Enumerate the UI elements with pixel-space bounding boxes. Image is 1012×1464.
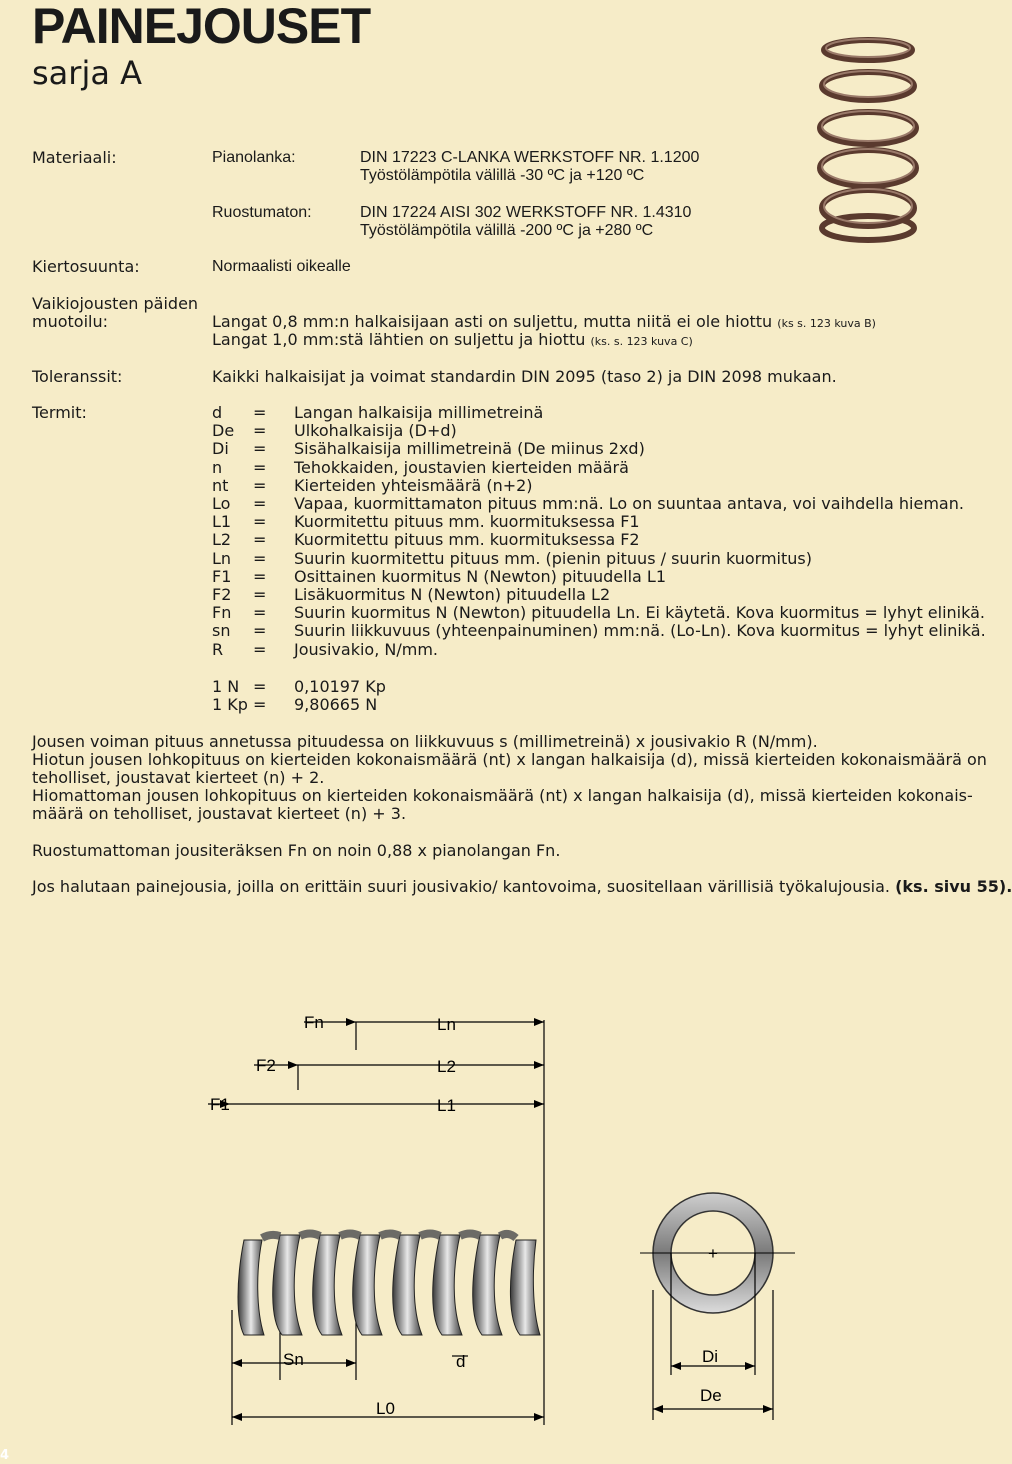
term-sym: F2 [212, 585, 232, 604]
paragraph-tool-springs-ref: (ks. sivu 55). [895, 877, 1012, 896]
term-eq: = [253, 621, 267, 641]
dimension-lines [208, 1020, 544, 1425]
term-eq: = [253, 677, 267, 696]
term-sym: De [212, 421, 235, 441]
term-sym: d [212, 403, 223, 422]
term-def: Lisäkuormitus N (Newton) pituudella L2 [294, 585, 611, 604]
paragraph-ground-line2: teholliset, joustavat kierteet (n) + 2. [32, 768, 325, 787]
label-De: De [700, 1386, 722, 1405]
term-sym: Ln [212, 548, 232, 568]
paragraph-force: Jousen voiman pituus annetussa pituudessa on liikkuvuus s (millimetreinä) x jousivakio R (N/mm). [32, 732, 818, 751]
term-def: Osittainen kuormitus N (Newton) pituudella L1 [294, 566, 667, 586]
term-eq: = [253, 639, 267, 659]
label-Fn: Fn [304, 1013, 324, 1032]
term-def: Tehokkaiden, joustavien kierteiden määrä [294, 457, 629, 477]
ends-label-line2: muotoilu: [32, 312, 108, 331]
term-def: Kuormitettu pituus mm. kuormituksessa F1 [294, 512, 640, 532]
label-Ln: Ln [437, 1015, 456, 1034]
term-def: Sisähalkaisija millimetreinä (De miinus 2xd) [294, 439, 645, 459]
piano-wire-temp: Työstölämpötila välillä -30 ºC ja +120 ºC [360, 167, 645, 184]
winding-value: Normaalisti oikealle [212, 258, 351, 275]
term-eq: = [253, 403, 267, 422]
label-Di: Di [702, 1347, 719, 1366]
term-def: Ulkohalkaisija (D+d) [294, 421, 457, 441]
ends-line2 [212, 331, 693, 351]
label-L1: L1 [437, 1096, 456, 1115]
spring-photo [812, 28, 924, 248]
terms-label: Termit: [32, 403, 87, 422]
term-sym: L2 [212, 530, 232, 550]
term-def: 9,80665 N [294, 695, 378, 714]
paragraph-ground-line1: Hiotun jousen lohkopituus on kierteiden kokonaismäärä (nt) x langan halkaisija (d), missä kierteiden kokonaismäärä on [32, 750, 987, 769]
term-sym: F1 [212, 566, 232, 586]
label-F1: F1 [210, 1095, 230, 1114]
materials-label: Materiaali: [32, 148, 117, 167]
paragraph-tool-springs-text: Jos halutaan painejousia, joilla on erittäin suuri jousivakio/ kantovoima, suositellaan värillisiä työkalujousia. [32, 877, 890, 896]
term-def: Suurin kuormitettu pituus mm. (pienin pituus / suurin kuormitus) [294, 548, 812, 568]
term-def: Jousivakio, N/mm. [294, 639, 438, 659]
term-def: Vapaa, kuormittamaton pituus mm:nä. Lo on suuntaa antava, voi vaihdella hieman. [294, 494, 964, 513]
term-sym: nt [212, 475, 229, 495]
paragraph-tool-springs [32, 877, 1012, 896]
term-eq: = [253, 566, 267, 586]
term-sym: Fn [212, 603, 232, 623]
ends-line2-ref: (ks. s. 123 kuva C) [590, 335, 693, 348]
term-sym: 1 N [212, 677, 240, 696]
term-eq: = [253, 475, 267, 495]
term-eq: = [253, 695, 267, 714]
term-sym: n [212, 457, 223, 477]
label-F2: F2 [256, 1056, 276, 1075]
term-eq: = [253, 421, 267, 441]
label-Sn: Sn [283, 1350, 304, 1369]
ends-line2-text: Langat 1,0 mm:stä lähtien on suljettu ja hiottu [212, 330, 586, 349]
label-d: d [456, 1352, 466, 1371]
label-center: + [708, 1244, 718, 1263]
term-eq: = [253, 457, 267, 477]
ends-label-line1: Vaikiojousten päiden [32, 294, 199, 313]
spring-coils [238, 1234, 540, 1336]
piano-wire-label: Pianolanka: [212, 149, 296, 166]
term-def: Langan halkaisija millimetreinä [294, 403, 544, 422]
page-title: PAINEJOUSET [32, 0, 371, 54]
term-def: Kierteiden yhteismäärä (n+2) [294, 475, 533, 495]
spring-diagram [0, 990, 960, 1440]
term-eq: = [253, 494, 267, 513]
term-def: Suurin liikkuvuus (yhteenpainuminen) mm:nä. (Lo-Ln). Kova kuormitus = lyhyt elinikä. [294, 621, 986, 641]
ends-line1-ref: (ks s. 123 kuva B) [777, 317, 876, 330]
term-eq: = [253, 585, 267, 604]
term-def: 0,10197 Kp [294, 677, 386, 696]
term-eq: = [253, 530, 267, 550]
term-sym: L1 [212, 512, 232, 532]
stainless-label: Ruostumaton: [212, 204, 312, 221]
label-L2: L2 [437, 1057, 456, 1076]
term-def: Kuormitettu pituus mm. kuormituksessa F2 [294, 530, 640, 550]
paragraph-unground-line2: määrä on teholliset, joustavat kierteet (n) + 3. [32, 804, 407, 823]
term-eq: = [253, 548, 267, 568]
stainless-temp: Työstölämpötila välillä -200 ºC ja +280 ºC [360, 222, 654, 239]
term-eq: = [253, 439, 267, 459]
page-number: 4 [0, 1448, 10, 1463]
label-L0: L0 [376, 1399, 395, 1418]
tolerances-label: Toleranssit: [32, 367, 123, 386]
paragraph-unground-line1: Hiomattoman jousen lohkopituus on kierteiden kokonaismäärä (nt) x langan halkaisija (d), missä kierteiden kokonais- [32, 786, 973, 805]
ends-line1-text: Langat 0,8 mm:n halkaisijaan asti on suljettu, mutta niitä ei ole hiottu [212, 312, 773, 331]
piano-wire-spec: DIN 17223 C-LANKA WERKSTOFF NR. 1.1200 [360, 149, 700, 166]
winding-label: Kiertosuunta: [32, 257, 140, 276]
term-sym: R [212, 639, 224, 659]
page-subtitle: sarja A [32, 54, 142, 92]
paragraph-stainless: Ruostumattoman jousiteräksen Fn on noin 0,88 x pianolangan Fn. [32, 841, 561, 860]
term-def: Suurin kuormitus N (Newton) pituudella Ln. Ei käytetä. Kova kuormitus = lyhyt elinikä. [294, 603, 985, 623]
tolerances-value: Kaikki halkaisijat ja voimat standardin DIN 2095 (taso 2) ja DIN 2098 mukaan. [212, 367, 837, 386]
stainless-spec: DIN 17224 AISI 302 WERKSTOFF NR. 1.4310 [360, 204, 692, 221]
term-eq: = [253, 603, 267, 623]
term-sym: 1 Kp [212, 695, 248, 714]
term-sym: Di [212, 439, 229, 459]
term-eq: = [253, 512, 267, 532]
term-sym: sn [212, 621, 231, 641]
term-sym: Lo [212, 494, 231, 513]
